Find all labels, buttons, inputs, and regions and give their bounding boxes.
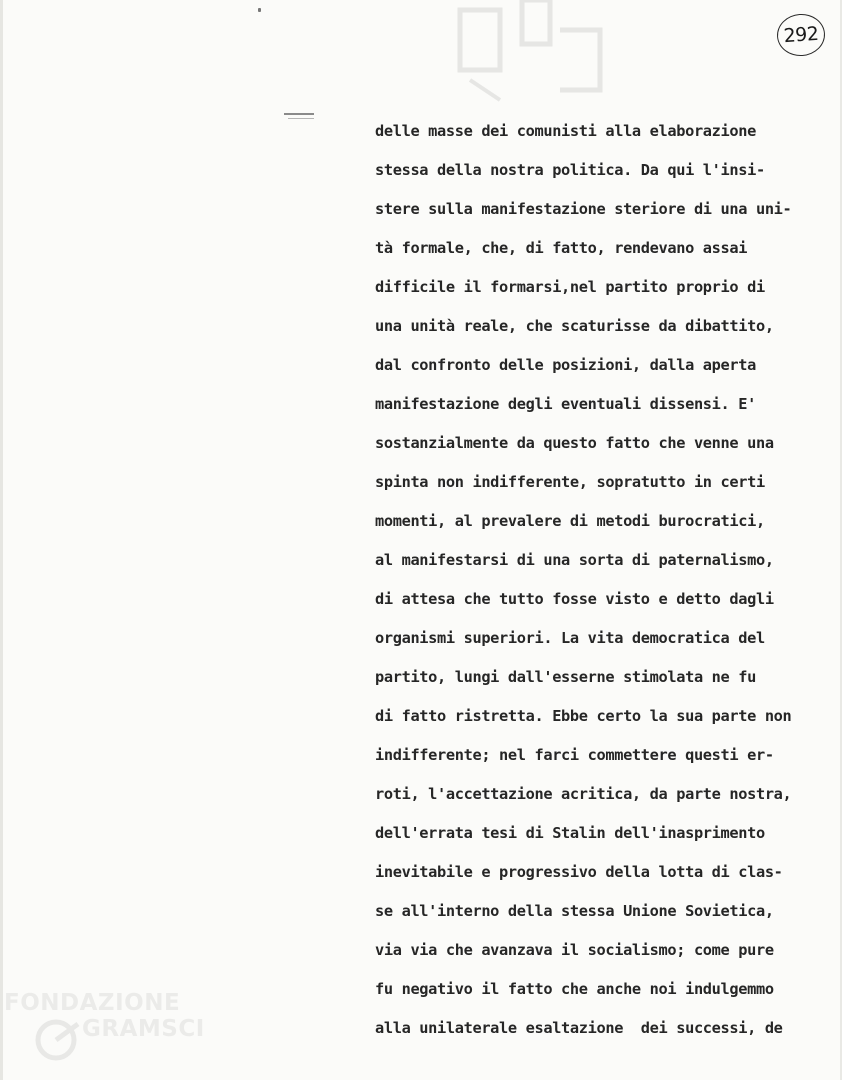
page-edge-left [0,0,3,1080]
text-line: delle masse dei comunisti alla elaborazione [375,122,756,140]
watermark-line-1: FONDAZIONE [4,990,181,1016]
text-line: tà formale, che, di fatto, rendevano assai [375,239,748,257]
margin-dash [284,113,314,115]
ink-speck [258,8,261,12]
text-line: stere sulla manifestazione steriore di una uni- [375,200,792,218]
text-line: spinta non indifferente, sopratutto in certi [375,473,765,491]
text-line: inevitabile e progressivo della lotta di clas- [375,863,783,881]
text-line: partito, lungi dall'esserne stimolata ne fu [375,668,756,686]
typed-text-body [375,118,841,1054]
text-line: difficile il formarsi,nel partito proprio di [375,278,765,296]
text-line: alla unilaterale esaltazione dei successi, de [375,1019,783,1037]
text-line: stessa della nostra politica. Da qui l'insi- [375,161,765,179]
bleed-through-stamp [440,0,630,110]
text-line: organismi superiori. La vita democratica del [375,629,765,647]
text-line: sostanzialmente da questo fatto che venne una [375,434,774,452]
text-line: indifferente; nel farci commettere questi er- [375,746,774,764]
text-line: dell'errata tesi di Stalin dell'inasprimento [375,824,765,842]
page-number-circle: 292 [776,12,827,57]
text-line: via via che avanzava il socialismo; come pure [375,941,774,959]
text-line: manifestazione degli eventuali dissensi. E' [375,395,756,413]
text-line: momenti, al prevalere di metodi burocratici, [375,512,765,530]
text-line: al manifestarsi di una sorta di paternalismo, [375,551,774,569]
watermark-line-2: GRAMSCI [82,1016,205,1042]
text-line: dal confronto delle posizioni, dalla aperta [375,356,756,374]
text-line: una unità reale, che scaturisse da dibattito, [375,317,774,335]
watermark-logo-icon [32,1014,86,1062]
text-line: roti, l'accettazione acritica, da parte nostra, [375,785,792,803]
text-line: di fatto ristretta. Ebbe certo la sua parte non [375,707,792,725]
fondazione-gramsci-watermark [4,990,210,1070]
text-line: fu negativo il fatto che anche noi indulgemmo [375,980,774,998]
text-line: di attesa che tutto fosse visto e detto dagli [375,590,774,608]
text-line: se all'interno della stessa Unione Sovietica, [375,902,774,920]
margin-dash-faint [288,118,314,119]
